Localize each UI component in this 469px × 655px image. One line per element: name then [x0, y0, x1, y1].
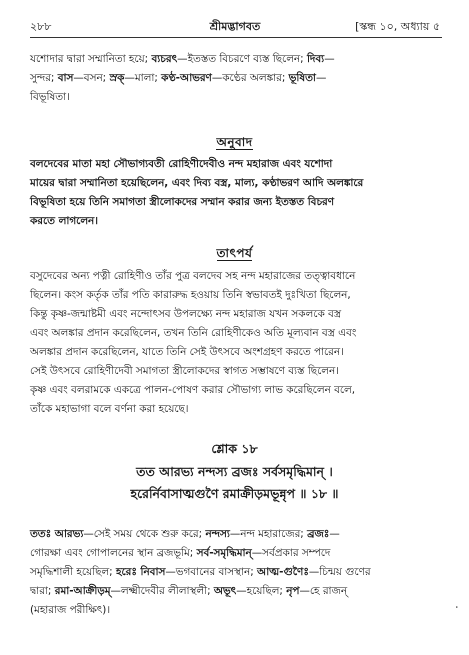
- margin-mark: ·: [454, 600, 459, 616]
- synonym-text: সুন্দর;: [30, 72, 58, 84]
- purport-line: ছিলেন। কংস কর্তৃক তাঁর পতি কারারুদ্ধ হওয়ায় তিনি স্বভাবতই দুঃখিতা ছিলেন,: [30, 289, 351, 301]
- book-title: শ্রীমদ্ভাগবত: [209, 20, 261, 33]
- synonym-term: কণ্ঠ-আভরণ: [161, 72, 212, 84]
- purport-text: [30, 267, 442, 419]
- synonym-line: (মহারাজ পরীক্ষিৎ)।: [30, 604, 111, 616]
- synonym-line: [30, 525, 442, 544]
- synonym-line: [30, 50, 442, 69]
- synonym-text: —লক্ষ্মীদেবীর লীলাস্থলী;: [110, 585, 214, 597]
- synonym-text: —: [329, 528, 340, 540]
- synonym-text: গোরক্ষা এবং গোপালনের স্থান ব্রজভূমি;: [30, 547, 197, 559]
- synonym-text: —মালা;: [124, 72, 162, 84]
- synonym-term: ব্রজঃ: [307, 528, 330, 540]
- synonym-text: দ্বারা;: [30, 585, 55, 597]
- header-rule: [30, 37, 442, 38]
- synonym-text: —: [315, 72, 327, 84]
- synonym-term: অভূৎ: [213, 585, 237, 597]
- synonym-term: সর্ব-সমৃদ্ধিমান্: [196, 547, 252, 559]
- purport-line: কিন্তু কৃষ্ণ-জন্মাষ্টমী এবং নন্দোৎসব উপলক্ষ্যে নন্দ মহারাজ যখন সকলকে বস্ত্র: [30, 308, 341, 320]
- synonym-line: [30, 563, 442, 582]
- synonym-text: —ভগবানের বাসস্থান;: [165, 566, 258, 578]
- synonym-text: —হে রাজন্: [299, 585, 348, 597]
- synonym-term: ব্যচরৎ: [151, 53, 178, 65]
- synonym-term: ভূষিতা: [288, 72, 316, 84]
- purport-line: তাঁকে মহাভাগা বলে বর্ণনা করা হয়েছে।: [30, 403, 189, 415]
- synonym-term: স্রক্: [109, 72, 125, 84]
- verse-heading: শ্লোক ১৮: [211, 441, 258, 456]
- synonym-term: বাস: [57, 72, 74, 84]
- synonym-text: —হয়েছিল;: [236, 585, 287, 597]
- synonym-text: —চিন্ময় গুণের: [308, 566, 371, 578]
- translation-heading-text: অনুবাদ: [216, 135, 253, 149]
- purport-line: সেই উৎসবে রোহিণীদেবী সমাগতা স্ত্রীলোকদের স্বাগত সম্ভাষণে ব্যস্ত ছিলেন।: [30, 365, 339, 377]
- running-header: [30, 18, 440, 36]
- synonym-text: —সর্বপ্রকার সম্পদে: [251, 547, 331, 559]
- purport-line: এবং অলঙ্কার প্রদান করেছিলেন, তখন তিনি রোহিণীকেও অতি মূল্যবান বস্ত্র এবং: [30, 327, 357, 339]
- purport-line: কৃষ্ণ এবং বলরামকে একত্রে পালন-পোষণ করার সৌভাগ্য লাভ করেছিলেন বলে,: [30, 384, 356, 396]
- synonym-term: হরেঃ নিবাস: [115, 566, 166, 578]
- translation-heading: [0, 134, 469, 154]
- synonym-text: —বসন;: [73, 72, 110, 84]
- synonym-line: [30, 69, 442, 88]
- synonym-term: রমা-আক্রীড়ম্: [54, 585, 111, 597]
- purport-line: অলঙ্কার প্রদান করেছিলেন, যাতে তিনি সেই উৎসবে অংশগ্রহণ করতে পারেন।: [30, 346, 344, 358]
- synonym-term: আত্ম-গুণৈঃ: [257, 566, 309, 578]
- synonym-term: ততঃ আরভ্য: [30, 528, 84, 540]
- synonym-term: নৃপ: [286, 585, 300, 597]
- chapter-reference: [স্কন্ধ ১০, অধ্যায় ৫: [355, 20, 440, 33]
- translation-line: করতে লাগলেন।: [30, 215, 98, 227]
- synonym-line: [30, 582, 442, 601]
- translation-line: বলদেবের মাতা মহা সৌভাগ্যবতী রোহিণীদেবীও নন্দ মহারাজ এবং যশোদা: [30, 158, 333, 170]
- purport-line: বসুদেবের অন্য পত্নী রোহিণীও তাঁর পুত্র বলদেব সহ নন্দ মহারাজের তত্ত্বাবধানে: [30, 270, 356, 282]
- translation-line: মায়ের দ্বারা সম্মানিতা হয়েছিলেন, এবং দিব্য বস্ত্র, মাল্য, কণ্ঠাভরণ আদি অলঙ্কারে: [30, 177, 364, 189]
- synonym-term: দিব্য: [306, 53, 325, 65]
- synonym-text: —সেই সময় থেকে শুরু করে;: [83, 528, 206, 540]
- synonym-text: সমৃদ্ধিশালী হয়েছিল;: [30, 566, 116, 578]
- synonyms-continuation: [30, 50, 442, 107]
- translation-line: বিভূষিতা হয়ে তিনি সমাগতা স্ত্রীলোকদের সম্মান করার জন্য ইতস্তত বিচরণ: [30, 196, 335, 208]
- page-number: ২৮৮: [30, 20, 52, 33]
- verse-line-2: হরের্নিবাসাত্মগুণৈ রমাক্রীড়মভূন্নৃপ ॥ ১৮ ॥: [130, 486, 339, 501]
- translation-text: [30, 155, 442, 231]
- verse-synonyms: [30, 525, 442, 620]
- synonym-text: যশোদার দ্বারা সম্মানিতা হয়ে;: [30, 53, 152, 65]
- purport-heading-text: তাৎপর্য: [216, 246, 253, 260]
- verse-line-1: তত আরভ্য নন্দস্য ব্রজঃ সর্বসমৃদ্ধিমান্ ।: [136, 464, 333, 479]
- synonym-line: [30, 544, 442, 563]
- synonym-term: নন্দস্য: [205, 528, 230, 540]
- synonym-text: —নন্দ মহারাজের;: [229, 528, 308, 540]
- synonym-text: —: [324, 53, 335, 65]
- synonym-line: বিভূষিতা।: [30, 91, 70, 103]
- synonym-text: —কণ্ঠের অলঙ্কার;: [211, 72, 289, 84]
- synonym-text: —ইতস্তত বিচরণে ব্যস্ত ছিলেন;: [177, 53, 307, 65]
- purport-heading: [0, 245, 469, 265]
